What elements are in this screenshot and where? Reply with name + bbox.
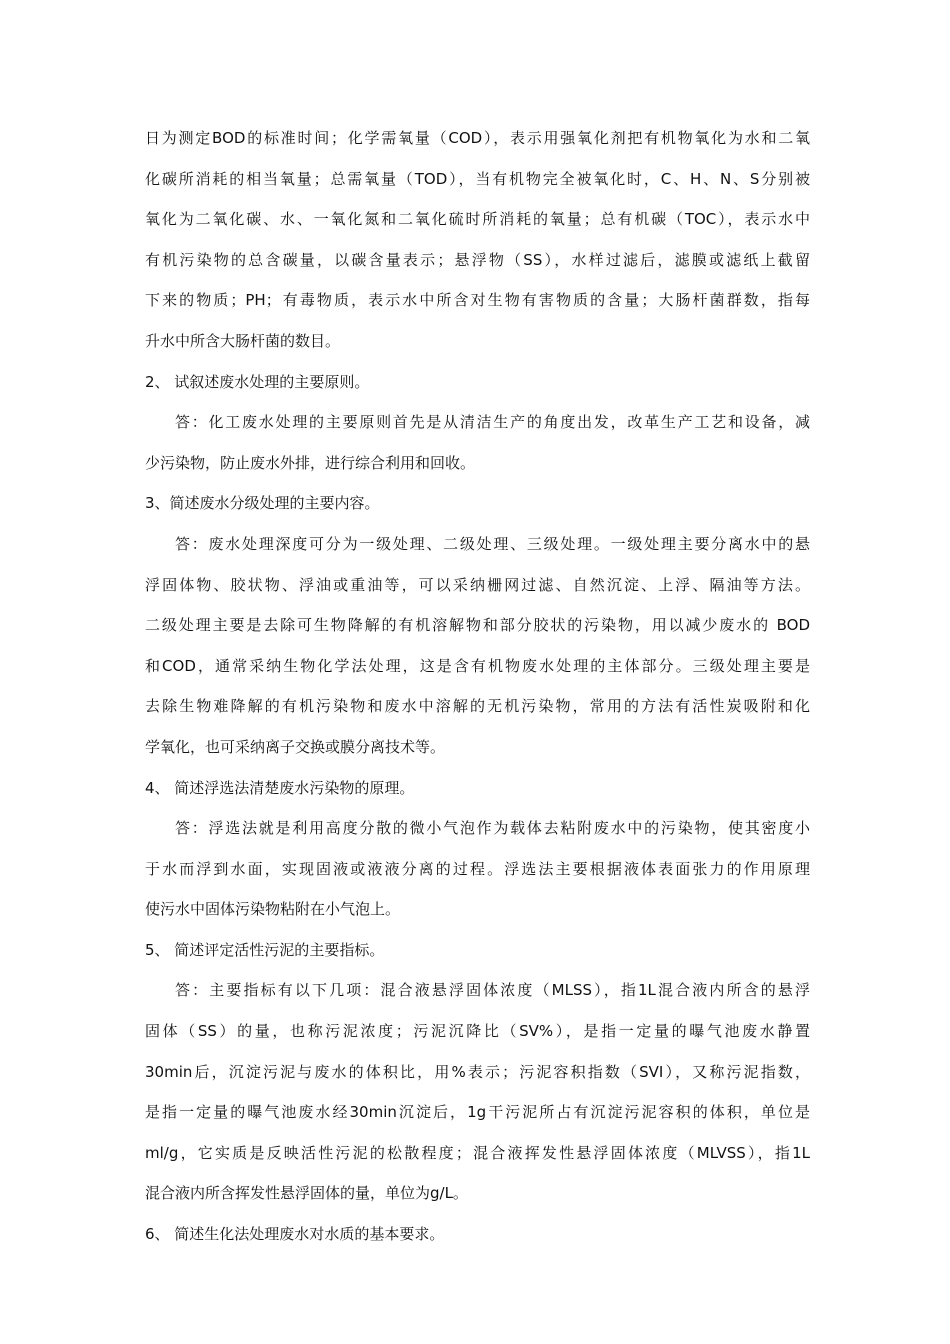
text-line: 少污染物，防止废水外排，进行综合利用和回收。 bbox=[145, 453, 476, 472]
text-line: 去除生物难降解的有机污染物和废水中溶解的无机污染物，常用的方法有活性炭吸附和化 bbox=[145, 697, 810, 716]
text-line: ml/g，它实质是反映活性污泥的松散程度；混合液挥发性悬浮固体浓度（MLVSS），指1L bbox=[145, 1143, 810, 1162]
question-heading: 6、 简述生化法处理废水对水质的基本要求。 bbox=[145, 1225, 445, 1244]
text-line: 化碳所消耗的相当氧量；总需氧量（TOD），当有机物完全被氧化时，C、H、N、S分别被 bbox=[145, 169, 810, 188]
text-line: 和COD，通常采纳生物化学法处理，这是含有机物废水处理的主体部分。三级处理主要是 bbox=[145, 656, 810, 675]
document-body bbox=[145, 118, 810, 1255]
answer-line: 答：废水处理深度可分为一级处理、二级处理、三级处理。一级处理主要分离水中的悬 bbox=[175, 534, 810, 553]
text-line: 是指一定量的曝气池废水经30min沉淀后，1g干污泥所占有沉淀污泥容积的体积，单位是 bbox=[145, 1103, 810, 1122]
text-line: 于水而浮到水面，实现固液或液液分离的过程。浮选法主要根据液体表面张力的作用原理 bbox=[145, 859, 810, 878]
text-line: 有机污染物的总含碳量，以碳含量表示；悬浮物（SS），水样过滤后，滤膜或滤纸上截留 bbox=[145, 250, 810, 269]
text-line: 固体（SS）的量，也称污泥浓度；污泥沉降比（SV%），是指一定量的曝气池废水静置 bbox=[145, 1022, 810, 1041]
text-line: 二级处理主要是去除可生物降解的有机溶解物和部分胶状的污染物，用以减少废水的 BOD bbox=[145, 616, 810, 635]
question-heading: 5、 简述评定活性污泥的主要指标。 bbox=[145, 940, 385, 959]
text-line: 学氧化，也可采纳离子交换或膜分离技术等。 bbox=[145, 737, 446, 756]
answer-line: 答：主要指标有以下几项：混合液悬浮固体浓度（MLSS），指1L混合液内所含的悬浮 bbox=[175, 981, 810, 1000]
text-line: 日为测定BOD的标准时间；化学需氧量（COD），表示用强氧化剂把有机物氧化为水和二氧 bbox=[145, 129, 810, 147]
text-line: 混合液内所含挥发性悬浮固体的量，单位为g/L。 bbox=[145, 1184, 468, 1203]
text-line: 升水中所含大肠杆菌的数目。 bbox=[145, 331, 341, 350]
text-line: 30min后，沉淀污泥与废水的体积比，用%表示；污泥容积指数（SVI），又称污泥指数， bbox=[145, 1062, 810, 1081]
text-line: 氧化为二氧化碳、水、一氧化氮和二氧化硫时所消耗的氧量；总有机碳（TOC），表示水中 bbox=[145, 210, 810, 229]
answer-line: 答：化工废水处理的主要原则首先是从清洁生产的角度出发，改革生产工艺和设备，减 bbox=[175, 413, 810, 432]
question-heading: 3、简述废水分级处理的主要内容。 bbox=[145, 494, 380, 513]
text-line: 使污水中固体污染物粘附在小气泡上。 bbox=[145, 900, 401, 919]
question-heading: 2、 试叙述废水处理的主要原则。 bbox=[145, 372, 370, 391]
answer-line: 答：浮选法就是利用高度分散的微小气泡作为载体去粘附废水中的污染物，使其密度小 bbox=[175, 819, 810, 838]
text-line: 下来的物质；PH；有毒物质，表示水中所含对生物有害物质的含量；大肠杆菌群数，指每 bbox=[145, 291, 810, 310]
text-line: 浮固体物、胶状物、浮油或重油等，可以采纳栅网过滤、自然沉淀、上浮、隔油等方法。 bbox=[145, 575, 810, 594]
question-heading: 4、 简述浮选法清楚废水污染物的原理。 bbox=[145, 778, 415, 797]
